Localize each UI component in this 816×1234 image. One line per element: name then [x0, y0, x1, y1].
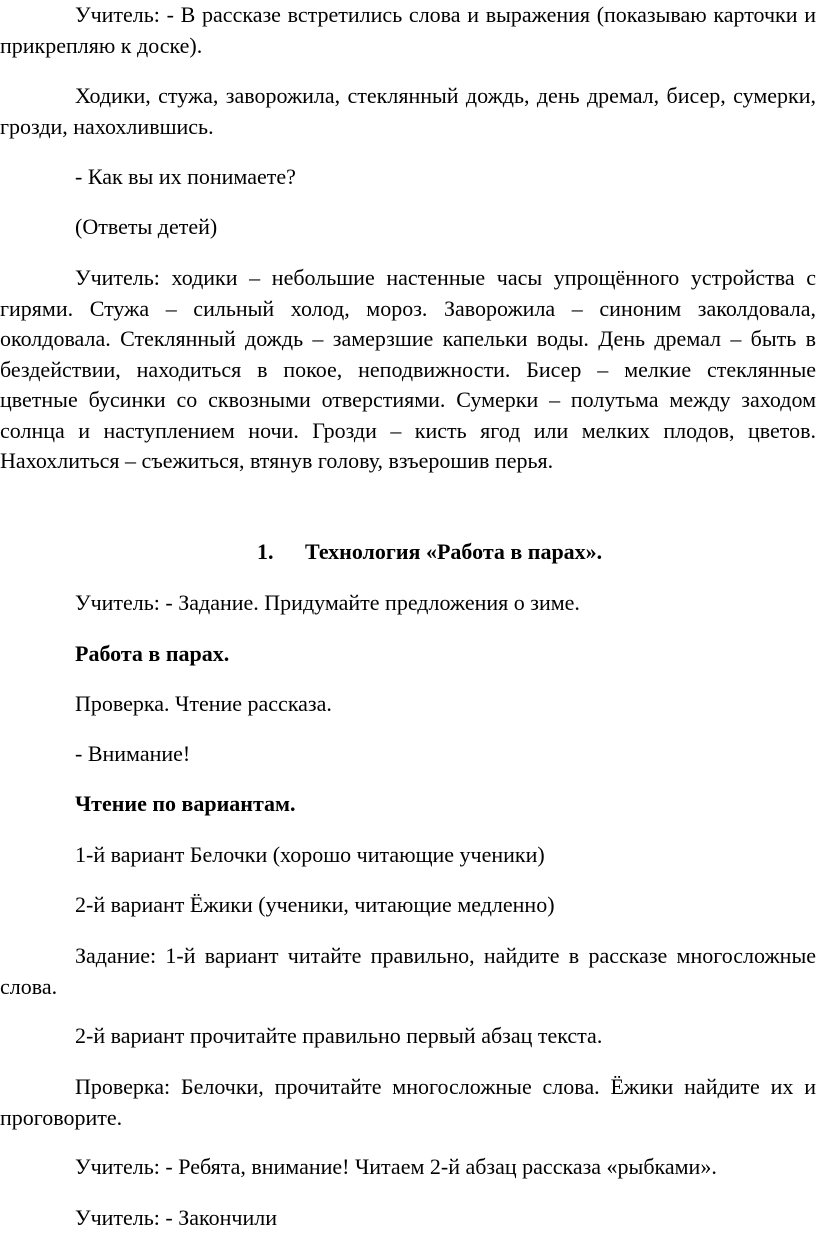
paragraph-task-sentences: Учитель: - Задание. Придумайте предложения о зиме. [75, 590, 580, 615]
paragraph-task-variant-one: Задание: 1-й вариант читайте правильно, найдите в рассказе многосложные слова. [0, 943, 816, 999]
heading-text: Технология «Работа в парах». [305, 539, 603, 564]
paragraph-word-list: Ходики, стужа, заворожила, стеклянный дождь, день дремал, бисер, сумерки, грозди, нахохлившись. [0, 83, 816, 139]
paragraph-pair-work: Работа в парах. [75, 641, 230, 666]
paragraph-reading-variants: Чтение по вариантам. [75, 791, 296, 816]
paragraph-word-explanations: Учитель: ходики – небольшие настенные часы упрощённого устройства с гирями. Стужа – сильный холод, мороз. Заворожила – синоним заколдовала, околдовала. Стеклянный дождь – замерзшие капельки воды. День дремал – быть в бездействии, находиться в покое, неподвижности. Бисер – мелкие стеклянные цветные бусинки со сквозными отверстиями. Сумерки – полутьма между заходом солнца и наступлением ночи. Грозди – кисть ягод или мелких плодов, цветов. Нахохлиться – съежиться, втянув голову, взъерошив перья. [0, 265, 816, 473]
heading-number: 1. [257, 539, 274, 564]
paragraph-variant-two: 2-й вариант Ёжики (ученики, читающие медленно) [75, 892, 555, 917]
paragraph-variant-one: 1-й вариант Белочки (хорошо читающие ученики) [75, 842, 545, 867]
paragraph-check-squirrels: Проверка: Белочки, прочитайте многосложные слова. Ёжики найдите их и проговорите. [0, 1074, 816, 1130]
paragraph-check-reading: Проверка. Чтение рассказа. [75, 691, 332, 716]
paragraph-children-answers: (Ответы детей) [75, 214, 218, 239]
paragraph-finished: Учитель: - Закончили [75, 1205, 277, 1230]
paragraph-read-fish: Учитель: - Ребята, внимание! Читаем 2-й абзац рассказа «рыбками». [75, 1154, 717, 1179]
paragraph-teacher-intro: Учитель: - В рассказе встретились слова и выражения (показываю карточки и прикрепляю к доске). [0, 2, 816, 58]
paragraph-attention: - Внимание! [75, 741, 191, 766]
paragraph-task-variant-two: 2-й вариант прочитайте правильно первый абзац текста. [75, 1023, 603, 1048]
paragraph-question: - Как вы их понимаете? [75, 164, 296, 189]
